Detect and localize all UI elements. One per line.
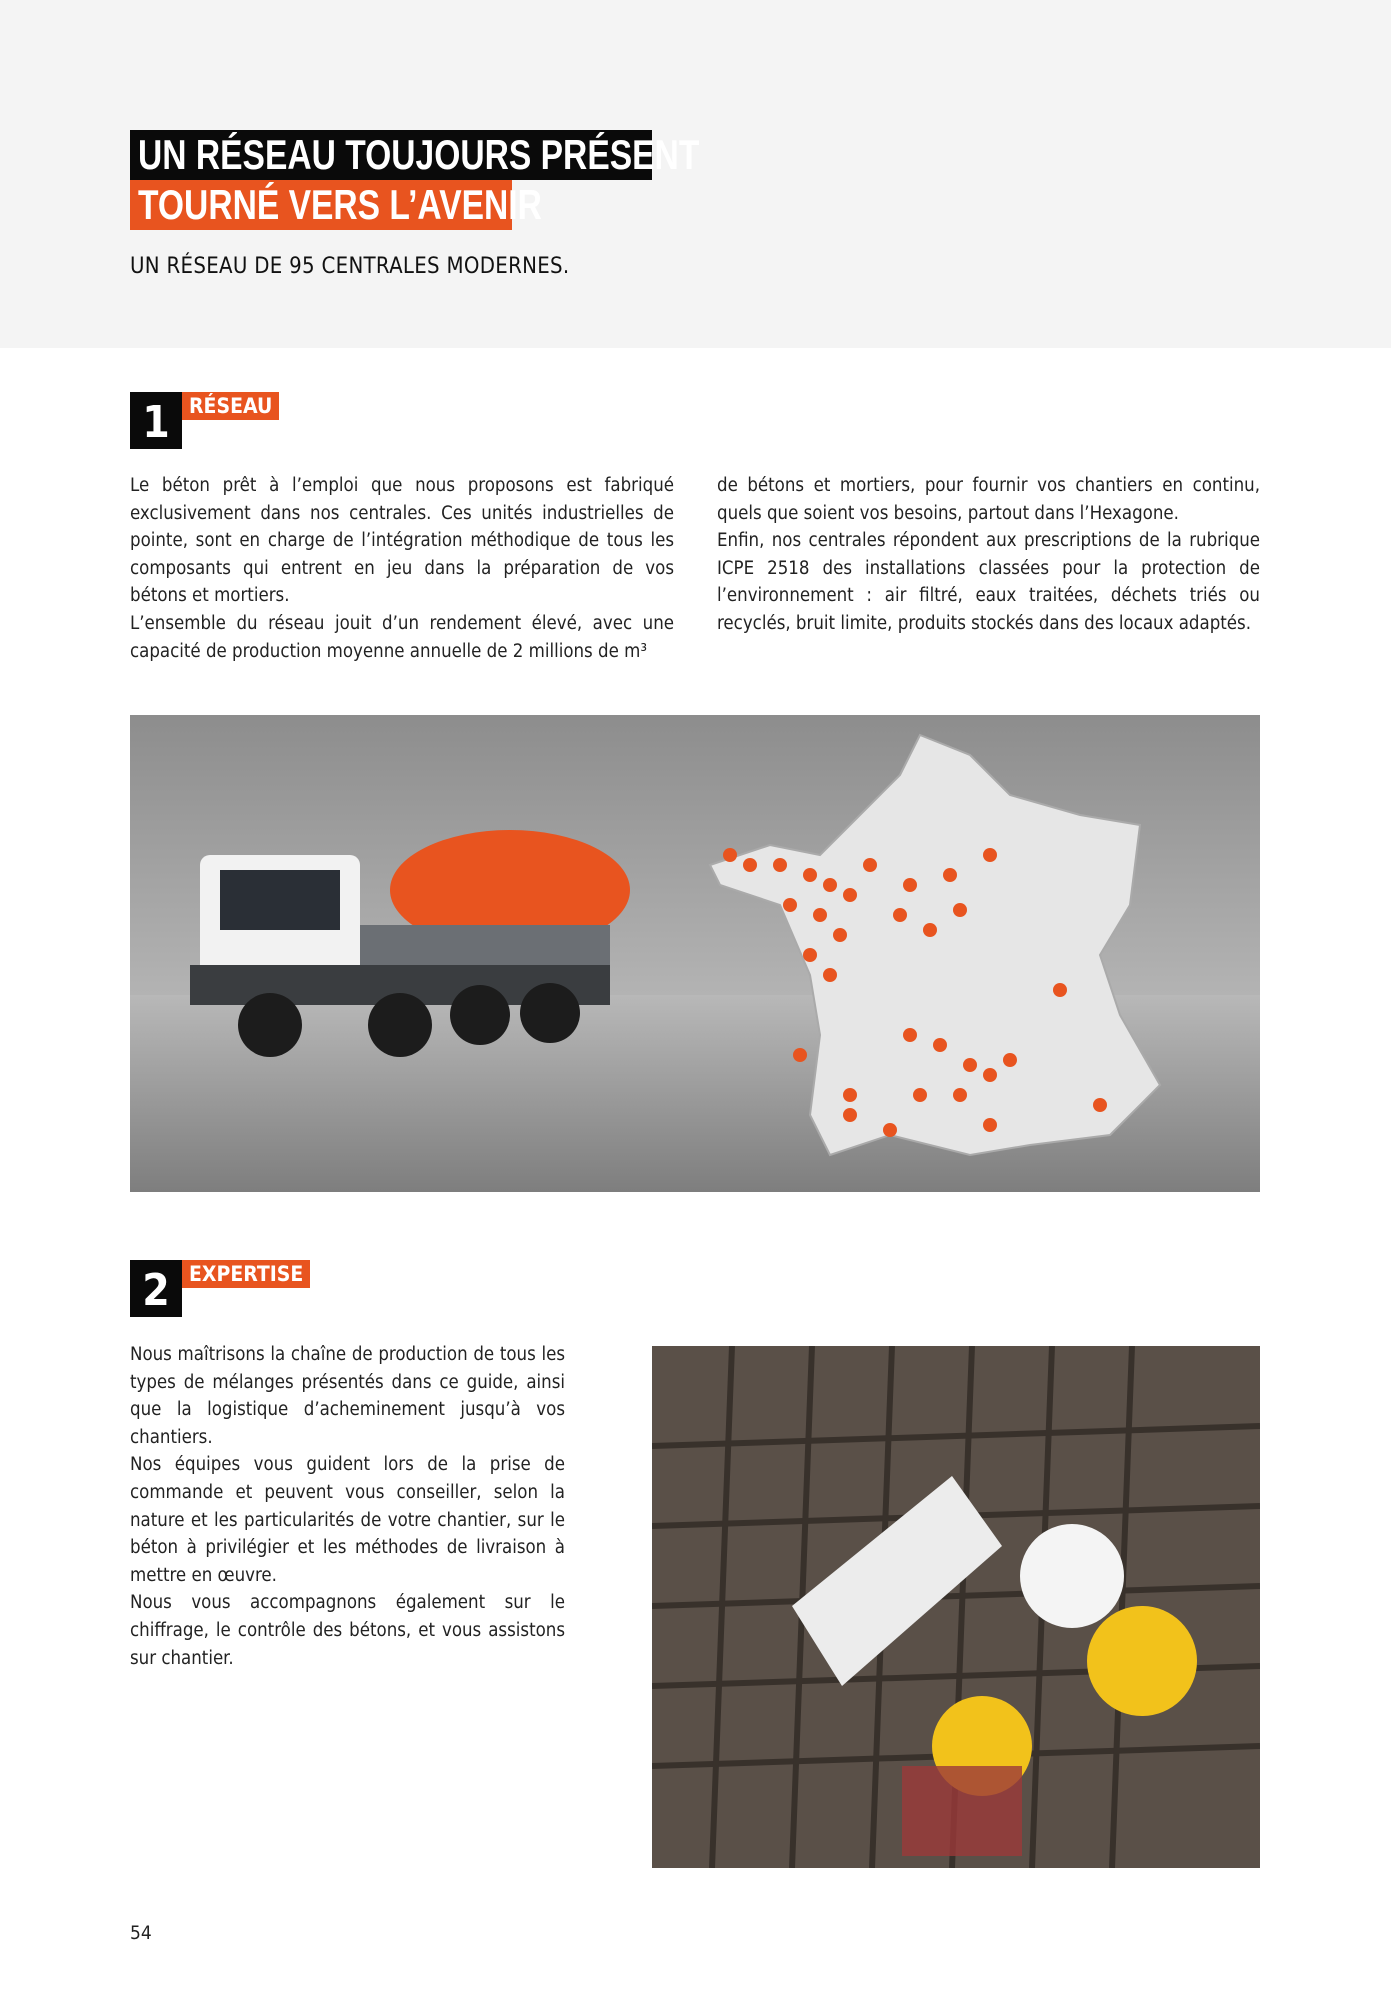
- paragraph: de bétons et mortiers, pour fournir vos chantiers en continu, quels que soient vos besoins, partout dans l’Hexagone.: [717, 475, 1260, 524]
- section-label: EXPERTISE: [182, 1260, 310, 1288]
- paragraph: L’ensemble du réseau jouit d’un rendement élevé, avec une capacité de production moyenne annuelle de 2 millions de m³: [130, 612, 674, 662]
- paragraph: Enfin, nos centrales répondent aux prescriptions de la rubrique ICPE 2518 des installations classées pour la protection de l’environnement : air filtré, eaux traitées, déchets triés ou recyclés, bruit limite, produits stockés dans des locaux adaptés.: [717, 530, 1260, 634]
- paragraph: Nos équipes vous guident lors de la prise de commande et peuvent vous conseiller, selon la nature et les particularités de votre chantier, sur le béton à privilégier et les méthodes de livraison à mettre en œuvre.: [130, 1454, 565, 1586]
- page-number: 54: [130, 1922, 152, 1944]
- truck-illustration: [190, 830, 630, 1057]
- section-number: 1: [130, 392, 182, 449]
- paragraph: Nous vous accompagnons également sur le chiffrage, le contrôle des bétons, et vous assistons sur chantier.: [130, 1592, 565, 1669]
- page-title-line2: TOURNÉ VERS L’AVENIR: [130, 180, 512, 230]
- section2-text: [130, 1341, 565, 1672]
- page-title-line1: UN RÉSEAU TOUJOURS PRÉSENT: [130, 130, 652, 180]
- section-label: RÉSEAU: [182, 392, 279, 420]
- section1-right-column: [717, 472, 1260, 638]
- workers-on-site-photo: [652, 1346, 1260, 1868]
- page-subtitle: UN RÉSEAU DE 95 CENTRALES MODERNES.: [130, 254, 570, 279]
- paragraph: Nous maîtrisons la chaîne de production de tous les types de mélanges présentés dans ce guide, ainsi que la logistique d’acheminement jusqu’à vos chantiers.: [130, 1344, 565, 1448]
- paragraph: Le béton prêt à l’emploi que nous proposons est fabriqué exclusivement dans nos centrales. Ces unités industrielles de pointe, sont en charge de l’intégration méthodique de tous les composants qui entrent en jeu dans la préparation de vos bétons et mortiers.: [130, 475, 674, 607]
- section-number: 2: [130, 1260, 182, 1317]
- truck-and-map-image: [130, 715, 1260, 1192]
- section1-left-column: [130, 472, 674, 665]
